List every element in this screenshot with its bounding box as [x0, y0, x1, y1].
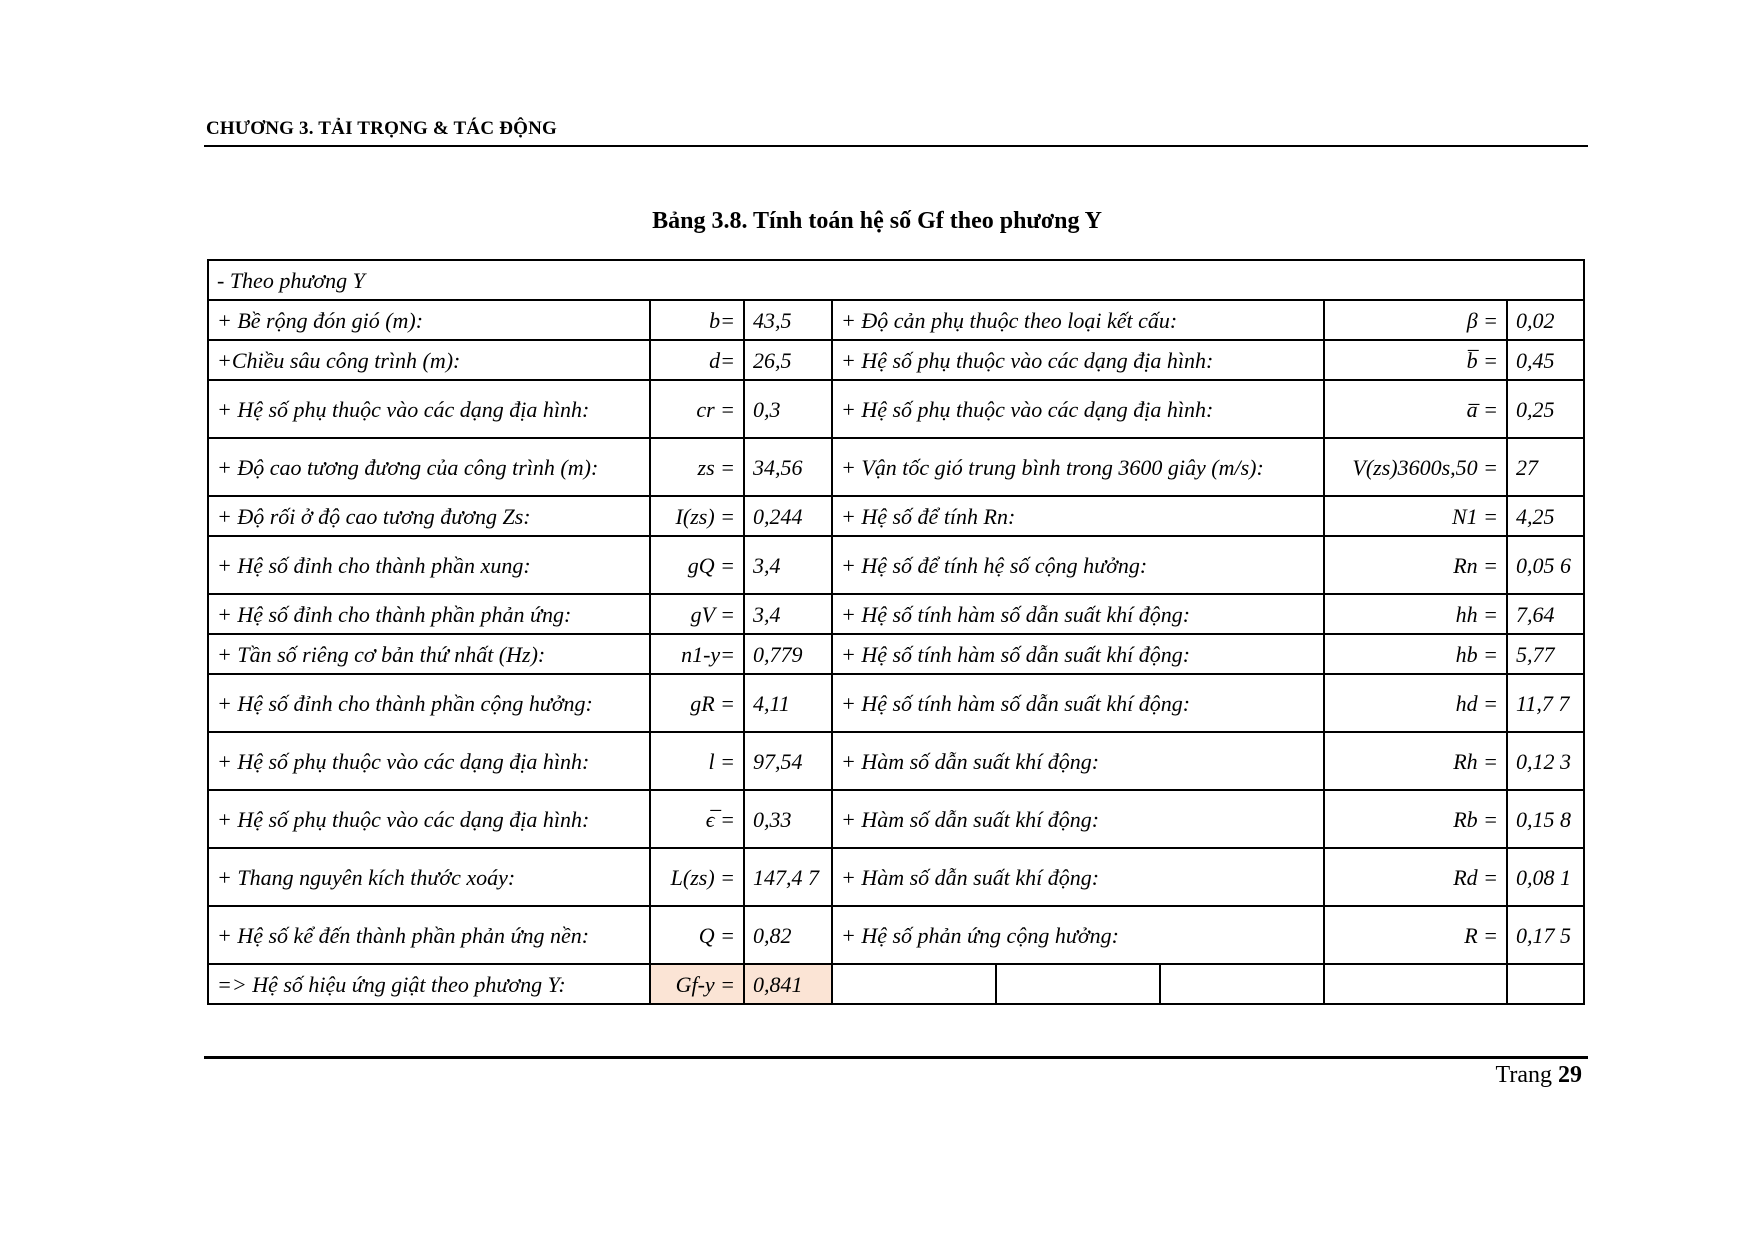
left-value: 0,779 [744, 634, 832, 674]
left-label: + Độ rối ở độ cao tương đương Zs: [208, 496, 650, 536]
right-label: + Hệ số phụ thuộc vào các dạng địa hình: [832, 340, 1324, 380]
right-value: 0,15 8 [1507, 790, 1584, 848]
left-symbol: b= [650, 300, 744, 340]
left-symbol: ϵ̅ = [650, 790, 744, 848]
left-value: 147,4 7 [744, 848, 832, 906]
right-label: + Hàm số dẫn suất khí động: [832, 732, 1324, 790]
right-value: 0,05 6 [1507, 536, 1584, 594]
left-label: + Hệ số kể đến thành phần phản ứng nền: [208, 906, 650, 964]
right-symbol: Rb = [1324, 790, 1507, 848]
left-symbol: zs = [650, 438, 744, 496]
left-value: 0,244 [744, 496, 832, 536]
gf-calculation-table [207, 259, 1585, 1005]
left-label: + Hệ số phụ thuộc vào các dạng địa hình: [208, 732, 650, 790]
table-row [208, 790, 1584, 848]
left-value: 0,82 [744, 906, 832, 964]
table-title: Bảng 3.8. Tính toán hệ số Gf theo phương Y [652, 208, 1102, 234]
right-symbol: hd = [1324, 674, 1507, 732]
left-symbol: gV = [650, 594, 744, 634]
right-value: 5,77 [1507, 634, 1584, 674]
section-label: - Theo phương Y [208, 260, 1584, 300]
right-value: 0,45 [1507, 340, 1584, 380]
right-symbol: Rd = [1324, 848, 1507, 906]
left-value: 0,3 [744, 380, 832, 438]
right-value: 27 [1507, 438, 1584, 496]
left-label: + Hệ số đỉnh cho thành phần xung: [208, 536, 650, 594]
empty-cell-d [1324, 964, 1507, 1004]
right-label: + Hệ số phụ thuộc vào các dạng địa hình: [832, 380, 1324, 438]
table-row [208, 496, 1584, 536]
right-symbol: R = [1324, 906, 1507, 964]
right-label: + Độ cản phụ thuộc theo loại kết cấu: [832, 300, 1324, 340]
right-symbol: hh = [1324, 594, 1507, 634]
left-value: 97,54 [744, 732, 832, 790]
left-label: + Tần số riêng cơ bản thứ nhất (Hz): [208, 634, 650, 674]
left-value: 43,5 [744, 300, 832, 340]
right-label: + Hệ số để tính hệ số cộng hưởng: [832, 536, 1324, 594]
section-row [208, 260, 1584, 300]
right-value: 4,25 [1507, 496, 1584, 536]
right-value: 11,7 7 [1507, 674, 1584, 732]
chapter-header: CHƯƠNG 3. TẢI TRỌNG & TÁC ĐỘNG [206, 118, 558, 139]
left-symbol: gR = [650, 674, 744, 732]
left-value: 0,33 [744, 790, 832, 848]
right-symbol: β = [1324, 300, 1507, 340]
left-label: + Hệ số đỉnh cho thành phần phản ứng: [208, 594, 650, 634]
page-word: Trang [1495, 1062, 1552, 1088]
right-value: 0,12 3 [1507, 732, 1584, 790]
left-symbol: I(zs) = [650, 496, 744, 536]
left-label: + Thang nguyên kích thước xoáy: [208, 848, 650, 906]
left-label: + Hệ số đỉnh cho thành phần cộng hưởng: [208, 674, 650, 732]
right-value: 0,02 [1507, 300, 1584, 340]
table-row [208, 300, 1584, 340]
right-label: + Hệ số tính hàm số dẫn suất khí động: [832, 594, 1324, 634]
left-label: + Độ cao tương đương của công trình (m): [208, 438, 650, 496]
left-label: + Hệ số phụ thuộc vào các dạng địa hình: [208, 380, 650, 438]
left-symbol: gQ = [650, 536, 744, 594]
left-symbol: L(zs) = [650, 848, 744, 906]
right-symbol: a̅ = [1324, 380, 1507, 438]
right-label: + Hệ số tính hàm số dẫn suất khí động: [832, 674, 1324, 732]
table-row [208, 438, 1584, 496]
right-symbol: V(zs)3600s,50 = [1324, 438, 1507, 496]
left-symbol: d= [650, 340, 744, 380]
right-symbol: b̅ = [1324, 340, 1507, 380]
left-value: 3,4 [744, 536, 832, 594]
empty-cell-e [1507, 964, 1584, 1004]
right-value: 7,64 [1507, 594, 1584, 634]
empty-cell-c [1160, 964, 1324, 1004]
table-row [208, 380, 1584, 438]
result-row [208, 964, 1584, 1004]
right-symbol: Rn = [1324, 536, 1507, 594]
left-value: 3,4 [744, 594, 832, 634]
left-symbol: Q = [650, 906, 744, 964]
empty-cell-b [996, 964, 1160, 1004]
left-symbol: cr = [650, 380, 744, 438]
right-value: 0,08 1 [1507, 848, 1584, 906]
footer-divider [204, 1056, 1588, 1059]
left-label: + Bề rộng đón gió (m): [208, 300, 650, 340]
right-label: + Hàm số dẫn suất khí động: [832, 848, 1324, 906]
result-value: 0,841 [744, 964, 832, 1004]
left-value: 4,11 [744, 674, 832, 732]
right-symbol: N1 = [1324, 496, 1507, 536]
table-row [208, 848, 1584, 906]
empty-cell-a [832, 964, 996, 1004]
table-row [208, 732, 1584, 790]
right-symbol: hb = [1324, 634, 1507, 674]
right-label: + Hệ số để tính Rn: [832, 496, 1324, 536]
page-number [1496, 1062, 1582, 1089]
header-divider [204, 145, 1588, 147]
table-row [208, 340, 1584, 380]
left-value: 26,5 [744, 340, 832, 380]
right-label: + Hệ số tính hàm số dẫn suất khí động: [832, 634, 1324, 674]
right-value: 0,25 [1507, 380, 1584, 438]
table-row [208, 906, 1584, 964]
right-label: + Vận tốc gió trung bình trong 3600 giây (m/s): [832, 438, 1324, 496]
right-label: + Hàm số dẫn suất khí động: [832, 790, 1324, 848]
table-row [208, 634, 1584, 674]
left-label: + Hệ số phụ thuộc vào các dạng địa hình: [208, 790, 650, 848]
right-symbol: Rh = [1324, 732, 1507, 790]
left-value: 34,56 [744, 438, 832, 496]
table-row [208, 594, 1584, 634]
table-row [208, 536, 1584, 594]
left-symbol: n1-y= [650, 634, 744, 674]
left-symbol: l = [650, 732, 744, 790]
right-value: 0,17 5 [1507, 906, 1584, 964]
left-label: +Chiều sâu công trình (m): [208, 340, 650, 380]
page-number-value: 29 [1558, 1062, 1582, 1088]
right-label: + Hệ số phản ứng cộng hưởng: [832, 906, 1324, 964]
result-symbol: Gf-y = [650, 964, 744, 1004]
result-label: => Hệ số hiệu ứng giật theo phương Y: [208, 964, 650, 1004]
table-row [208, 674, 1584, 732]
